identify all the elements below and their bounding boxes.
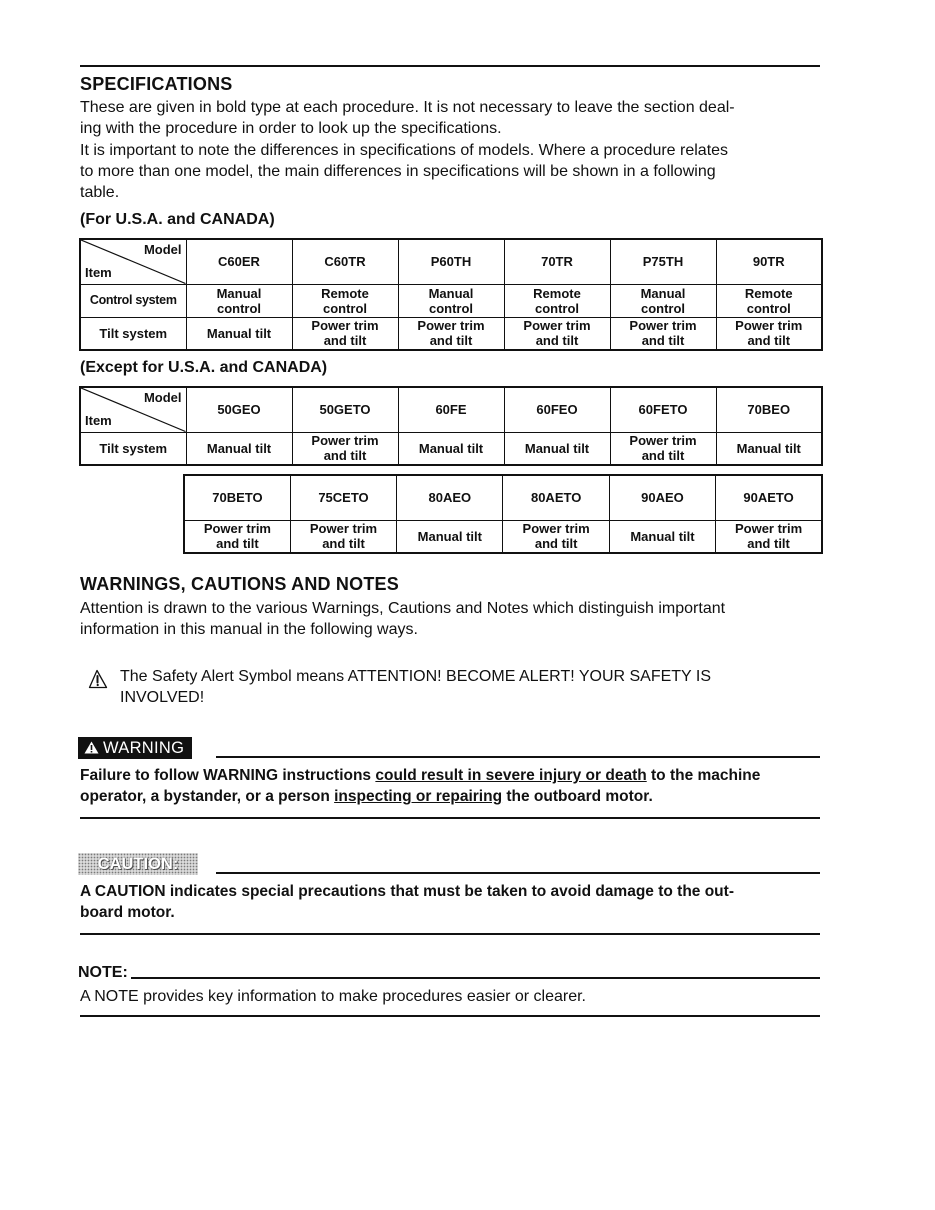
warnings-intro [80, 598, 820, 640]
warning-text-part: operator, a bystander, or a person [80, 788, 335, 805]
para-line: The Safety Alert Symbol means ATTENTION! BECOME ALERT! YOUR SAFETY IS [120, 668, 711, 685]
cell-line: Manual tilt [630, 528, 695, 544]
model-cell: 70TR [504, 239, 610, 284]
row-item-label: Tilt system [80, 432, 186, 465]
table-cell [186, 284, 292, 317]
cell-line: Power trim [203, 521, 271, 537]
cell-line: Power trim [522, 521, 590, 537]
cell-line: and tilt [641, 448, 685, 464]
table-cell [397, 520, 503, 553]
table-cell [398, 317, 504, 350]
table-cell [609, 520, 715, 553]
note-header-rule [131, 977, 820, 979]
warning-text-part: to the machine [646, 767, 761, 784]
cell-line: control [534, 300, 580, 316]
model-cell: 90TR [716, 239, 822, 284]
table-cell [716, 432, 822, 465]
spec-table-intl-continued [183, 474, 823, 554]
cell-line: and tilt [429, 333, 473, 349]
model-cell: 70BETO [184, 475, 290, 520]
note-text: A NOTE provides key information to make procedures easier or clearer. [80, 988, 586, 1005]
item-header-label: Item [85, 412, 112, 428]
table-cell [716, 520, 822, 553]
table-row-tilt-system [80, 317, 822, 350]
table-cell [290, 520, 396, 553]
warnings-heading: WARNINGS, CAUTIONS AND NOTES [80, 574, 399, 594]
table-cell [504, 284, 610, 317]
table-row-tilt-system [80, 432, 822, 465]
model-cell: 70BEO [716, 387, 822, 432]
cell-line: control [216, 300, 262, 316]
model-cell: 80AETO [503, 475, 609, 520]
table-intl-label: (Except for U.S.A. and CANADA) [80, 359, 328, 376]
model-cell: C60ER [186, 239, 292, 284]
caution-text [80, 881, 820, 923]
cell-line: Manual tilt [736, 440, 801, 456]
row-item-label: Tilt system [80, 317, 186, 350]
cell-line: Manual tilt [524, 440, 590, 456]
para-line: Attention is drawn to the various Warnings, Cautions and Notes which distinguish important [80, 600, 726, 617]
table-cell [504, 317, 610, 350]
cell-line: Power trim [417, 318, 485, 334]
table-cell [504, 432, 610, 465]
model-header-label: Model [143, 242, 182, 257]
table-cell [184, 520, 290, 553]
warning-footer-rule [80, 817, 820, 819]
model-cell: 80AEO [397, 475, 503, 520]
cell-line: Power trim [735, 318, 803, 334]
model-cell: C60TR [292, 239, 398, 284]
model-header-label: Model [143, 390, 182, 405]
model-cell: 50GEO [186, 387, 292, 432]
model-cell: 50GETO [292, 387, 398, 432]
table-row-control-system [80, 284, 822, 317]
cell-line: Manual [216, 285, 262, 301]
note-footer-rule [80, 1015, 820, 1017]
para-line: information in this manual in the following ways. [80, 621, 418, 638]
model-cell: 75CETO [290, 475, 396, 520]
para-line: A CAUTION indicates special precautions that must be taken to avoid damage to the out- [80, 883, 734, 900]
table-cell [186, 317, 292, 350]
spec-table-usa [79, 238, 823, 351]
model-cell: 90AETO [716, 475, 822, 520]
warning-badge-label: WARNING [103, 739, 185, 757]
model-cell: P75TH [610, 239, 716, 284]
cell-line: and tilt [747, 536, 790, 552]
specifications-para-2 [80, 140, 820, 203]
cell-line: and tilt [216, 536, 259, 552]
item-header-label: Item [85, 264, 112, 280]
cell-line: Power trim [523, 318, 591, 334]
warning-text-part: Failure to follow WARNING instructions [80, 767, 376, 784]
cell-line: Remote [321, 285, 369, 301]
cell-line: control [640, 300, 686, 316]
cell-line: Power trim [734, 521, 803, 537]
table-usa-label: (For U.S.A. and CANADA) [80, 211, 275, 228]
table-cell [610, 284, 716, 317]
warning-text-underlined: inspecting or repairing [334, 788, 503, 805]
table-cell [610, 317, 716, 350]
para-line [80, 786, 820, 807]
table-cell [292, 317, 398, 350]
cell-line: and tilt [534, 536, 578, 552]
caution-footer-rule [80, 933, 820, 935]
cell-line: and tilt [641, 333, 685, 349]
warning-text-underlined: could result in severe injury or death [375, 767, 647, 784]
cell-line: and tilt [323, 333, 367, 349]
table-header-row [80, 239, 822, 284]
table-header-row [80, 387, 822, 432]
para-line: table. [80, 184, 120, 201]
para-line: board motor. [80, 904, 175, 921]
spec-table-intl [79, 386, 823, 466]
caution-badge: CAUTION: [78, 853, 198, 875]
cell-line: Remote [744, 285, 793, 301]
model-cell: 90AEO [609, 475, 715, 520]
warning-text-part: the outboard motor. [502, 788, 653, 805]
safety-alert-icon [88, 669, 108, 689]
para-line: These are given in bold type at each procedure. It is not necessary to leave the section deal- [80, 99, 735, 116]
model-cell: P60TH [398, 239, 504, 284]
cell-line: Power trim [309, 521, 378, 537]
cell-line: Power trim [629, 318, 697, 334]
para-line: to more than one model, the main differences in specifications will be shown in a following [80, 163, 716, 180]
para-line: It is important to note the differences in specifications of models. Where a procedure relates [80, 142, 729, 159]
safety-alert-text [120, 666, 818, 708]
table-cell [716, 284, 822, 317]
table-row-tilt-system [184, 520, 822, 553]
cell-line: Manual tilt [206, 325, 272, 341]
row-item-label: Control system [80, 284, 186, 317]
cell-line: Remote [533, 285, 581, 301]
table-cell [503, 520, 609, 553]
warning-text [80, 765, 820, 807]
cell-line: Power trim [629, 433, 697, 449]
cell-line: and tilt [322, 536, 365, 552]
model-cell: 60FE [398, 387, 504, 432]
table-cell [398, 284, 504, 317]
top-rule [80, 65, 820, 67]
note-label: NOTE: [78, 964, 128, 981]
cell-line: control [746, 300, 791, 316]
cell-line: Manual [640, 285, 686, 301]
table-cell [398, 432, 504, 465]
cell-line: and tilt [323, 448, 367, 464]
para-line: ing with the procedure in order to look up the specifications. [80, 120, 502, 137]
model-item-header-cell [80, 239, 186, 284]
specifications-para-1 [80, 97, 820, 139]
table-header-row [184, 475, 822, 520]
cell-line: and tilt [535, 333, 579, 349]
cell-line: Manual tilt [206, 440, 272, 456]
cell-line: Manual tilt [417, 528, 482, 544]
para-line: INVOLVED! [120, 689, 205, 706]
warning-header-rule [216, 756, 820, 758]
specifications-heading: SPECIFICATIONS [80, 74, 233, 94]
para-line [80, 765, 820, 786]
model-cell: 60FETO [610, 387, 716, 432]
table-cell [610, 432, 716, 465]
table-cell [716, 317, 822, 350]
cell-line: Power trim [311, 318, 379, 334]
model-cell: 60FEO [504, 387, 610, 432]
cell-line: control [428, 300, 474, 316]
table-cell [292, 432, 398, 465]
warning-badge [78, 737, 192, 759]
table-cell [186, 432, 292, 465]
cell-line: and tilt [747, 333, 791, 349]
cell-line: Power trim [311, 433, 379, 449]
cell-line: Manual [428, 285, 474, 301]
model-item-header-cell [80, 387, 186, 432]
cell-line: control [322, 300, 368, 316]
caution-header-rule [216, 872, 820, 874]
warning-triangle-icon [84, 741, 99, 754]
cell-line: Manual tilt [418, 440, 484, 456]
table-cell [292, 284, 398, 317]
